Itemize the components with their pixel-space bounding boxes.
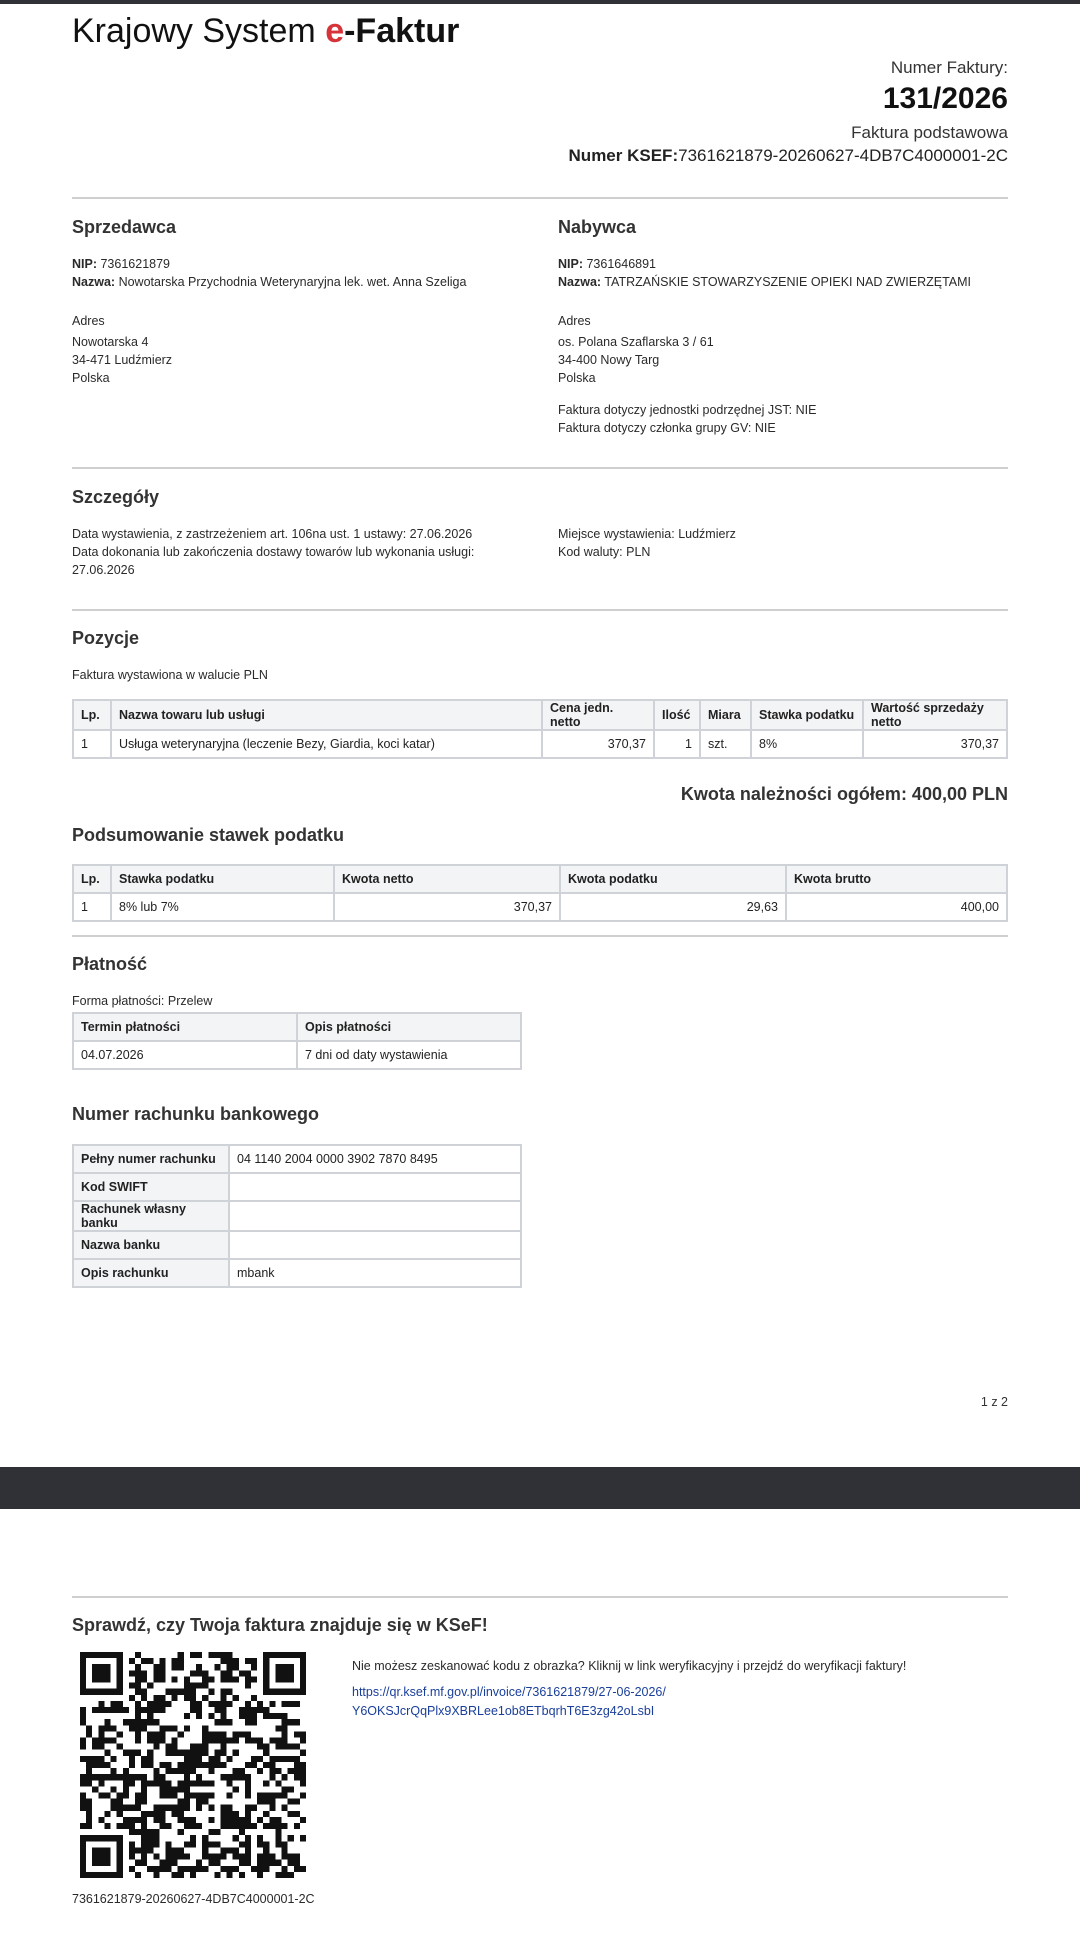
col-header: Miara [700, 700, 751, 730]
positions-subtitle: Faktura wystawiona w walucie PLN [72, 668, 268, 682]
cell: 1 [73, 893, 111, 921]
cell: 7 dni od daty wystawienia [297, 1041, 521, 1069]
bank-table [72, 1144, 522, 1288]
row-label: Opis rachunku [73, 1259, 229, 1287]
payment-table [72, 1012, 522, 1070]
cell: Usługa weterynaryjna (leczenie Bezy, Giardia, koci katar) [111, 730, 542, 758]
col-header: Stawka podatku [111, 865, 334, 893]
verify-link[interactable]: https://qr.ksef.mf.gov.pl/invoice/7361621879/27-06-2026/ Y6OKSJcrQqPlx9XBRLee1ob8ETbqrhT6E3zg42oLsbI [352, 1685, 666, 1718]
cell [229, 1173, 521, 1201]
page-count: 1 z 2 [980, 1395, 1008, 1409]
positions-table [72, 699, 1008, 759]
cell: szt. [700, 730, 751, 758]
cell: 400,00 [786, 893, 1007, 921]
cell: 04.07.2026 [73, 1041, 297, 1069]
seller-address-label: Adres [72, 314, 105, 328]
row-label: Rachunek własny banku [73, 1201, 229, 1231]
cell: 370,37 [863, 730, 1007, 758]
buyer-title: Nabywca [558, 217, 637, 237]
cell: 8% lub 7% [111, 893, 334, 921]
col-header: Stawka podatku [751, 700, 863, 730]
seller-address-line1: Nowotarska 4 [72, 335, 149, 349]
buyer-address-label: Adres [558, 314, 591, 328]
cell: 1 [654, 730, 700, 758]
qr-code-icon [80, 1652, 306, 1878]
col-header: Cena jedn. netto [542, 700, 654, 730]
col-header: Lp. [73, 865, 111, 893]
table-header-row [73, 865, 1007, 893]
delivery-date: Data dokonania lub zakończenia dostawy towarów lub wykonania usługi: 27.06.2026 [72, 545, 475, 577]
table-row [73, 1041, 521, 1069]
tax-summary-table [72, 864, 1008, 922]
seller-address-line2: 34-471 Ludźmierz [72, 353, 173, 367]
table-row [73, 1231, 521, 1259]
divider [72, 935, 1008, 937]
buyer-name: Nazwa: TATRZAŃSKIE STOWARZYSZENIE OPIEKI NAD ZWIERZĘTAMI [558, 275, 972, 289]
cell: 04 1140 2004 0000 3902 7870 8495 [229, 1145, 521, 1173]
invoice-type: Faktura podstawowa [851, 123, 1008, 142]
table-row [73, 1201, 521, 1231]
col-header: Wartość sprzedaży netto [863, 700, 1007, 730]
cell: 1 [73, 730, 111, 758]
ksef-number: Numer KSEF:7361621879-20260627-4DB7C4000001-2C [568, 146, 1008, 165]
page-separator [0, 1467, 1080, 1509]
bank-title: Numer rachunku bankowego [72, 1104, 320, 1124]
tax-summary-title: Podsumowanie stawek podatku [72, 825, 345, 845]
row-label: Nazwa banku [73, 1231, 229, 1259]
seller-title: Sprzedawca [72, 217, 177, 237]
col-header: Opis płatności [297, 1013, 521, 1041]
payment-form: Forma płatności: Przelew [72, 994, 213, 1008]
invoice-number: 131/2026 [882, 82, 1008, 115]
verify-title: Sprawdź, czy Twoja faktura znajduje się w KSeF! [72, 1615, 488, 1635]
table-row [73, 1173, 521, 1201]
cell: mbank [229, 1259, 521, 1287]
col-header: Kwota netto [334, 865, 560, 893]
divider [72, 467, 1008, 469]
seller-name: Nazwa: Nowotarska Przychodnia Weterynaryjna lek. wet. Anna Szeliga [72, 275, 467, 289]
payment-title: Płatność [72, 954, 148, 974]
table-header-row [73, 700, 1007, 730]
buyer-nip: NIP: 7361646891 [558, 257, 657, 271]
table-row [73, 730, 1007, 758]
col-header: Ilość [654, 700, 700, 730]
details-title: Szczegóły [72, 487, 160, 507]
buyer-address-line2: 34-400 Nowy Targ [558, 353, 660, 367]
currency-code: Kod waluty: PLN [558, 545, 651, 559]
table-row [73, 1145, 521, 1173]
table-header-row [73, 1013, 521, 1041]
issue-place: Miejsce wystawienia: Ludźmierz [558, 527, 736, 541]
seller-address-line3: Polska [72, 371, 110, 385]
col-header: Kwota podatku [560, 865, 786, 893]
cell [229, 1201, 521, 1231]
col-header: Nazwa towaru lub usługi [111, 700, 542, 730]
table-row [73, 893, 1007, 921]
buyer-jst: Faktura dotyczy jednostki podrzędnej JST: NIE [558, 403, 817, 417]
brand-logo: Krajowy System e-Faktur [72, 12, 460, 50]
buyer-address-line3: Polska [558, 371, 596, 385]
col-header: Lp. [73, 700, 111, 730]
invoice-number-label: Numer Faktury: [890, 58, 1008, 77]
seller-nip: NIP: 7361621879 [72, 257, 171, 271]
issue-date: Data wystawienia, z zastrzeżeniem art. 106na ust. 1 ustawy: 27.06.2026 [72, 527, 473, 541]
table-row [73, 1259, 521, 1287]
divider [72, 197, 1008, 199]
buyer-gv: Faktura dotyczy członka grupy GV: NIE [558, 421, 776, 435]
cell: 370,37 [542, 730, 654, 758]
qr-caption: 7361621879-20260627-4DB7C4000001-2C [72, 1892, 315, 1906]
divider [72, 609, 1008, 611]
col-header: Termin płatności [73, 1013, 297, 1041]
cell [229, 1231, 521, 1259]
cell: 29,63 [560, 893, 786, 921]
row-label: Kod SWIFT [73, 1173, 229, 1201]
cell: 370,37 [334, 893, 560, 921]
col-header: Kwota brutto [786, 865, 1007, 893]
total-amount: Kwota należności ogółem: 400,00 PLN [680, 784, 1008, 804]
verify-hint: Nie możesz zeskanować kodu z obrazka? Kliknij w link weryfikacyjny i przejdź do weryfikacji faktury! [352, 1659, 907, 1673]
buyer-address-line1: os. Polana Szaflarska 3 / 61 [558, 335, 714, 349]
positions-title: Pozycje [72, 628, 140, 648]
divider [72, 1596, 1008, 1598]
top-border [0, 0, 1080, 4]
cell: 8% [751, 730, 863, 758]
row-label: Pełny numer rachunku [73, 1145, 229, 1173]
